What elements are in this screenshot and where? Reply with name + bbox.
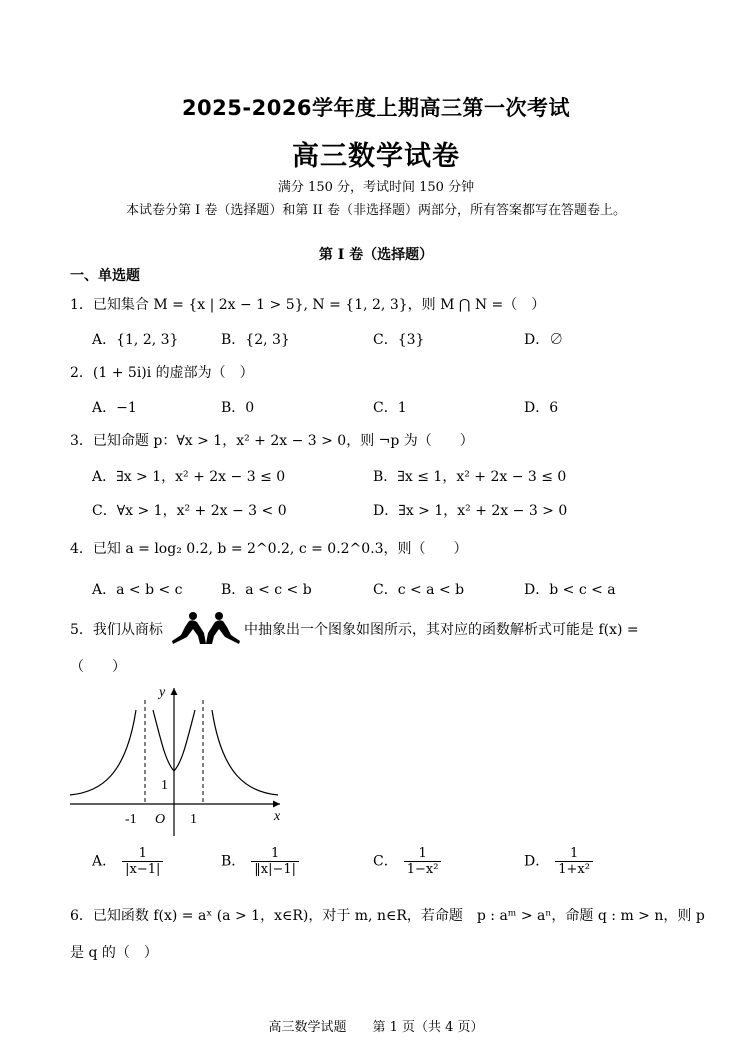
q5-option-d-numerator: 1 — [569, 846, 579, 861]
q1-option-a: A．{1, 2, 3} — [92, 332, 179, 348]
question-1-stem: 1．已知集合 M = {x | 2x − 1 > 5}, N = {1, 2, 3}，则 M ⋂ N =（ ） — [70, 297, 546, 313]
q5-option-c-numerator: 1 — [418, 846, 427, 861]
section-title: 一、单选题 — [70, 268, 140, 284]
q5-option-d — [524, 846, 593, 877]
curve-left-outer — [70, 710, 136, 795]
q3-option-c: C．∀x > 1，x² + 2x − 3 < 0 — [92, 503, 287, 519]
q3-option-a: A．∃x > 1，x² + 2x − 3 ≤ 0 — [92, 469, 286, 485]
question-6-stem: 6．已知函数 f(x) = aˣ (a > 1，x∈R)，对于 m, n∈R，若命题 p : aᵐ > aⁿ，命题 q : m > n，则 p — [70, 908, 705, 924]
q5-option-b-denominator: ‖x|−1| — [251, 861, 299, 877]
score-time: 满分 150 分，考试时间 150 分钟 — [277, 180, 475, 195]
q5-option-a-numerator: 1 — [138, 846, 147, 861]
q5-option-a-letter: A． — [92, 853, 117, 870]
q5-option-a-denominator: |x−1| — [122, 861, 163, 877]
q5-option-b-numerator: 1 — [271, 846, 280, 861]
q5-option-a-fraction — [122, 846, 163, 877]
q2-option-c: C．1 — [373, 400, 407, 416]
part-title: 第 I 卷（选择题） — [318, 247, 434, 263]
function-graph — [66, 680, 290, 840]
q5-option-c — [373, 846, 441, 877]
question-2-stem: 2．(1 + 5i)i 的虚部为（ ） — [70, 365, 254, 381]
exam-title: 2025-2026学年度上期高三第一次考试 — [181, 96, 571, 120]
q5-option-c-fraction — [404, 846, 442, 877]
exam-subtitle: 高三数学试卷 — [292, 141, 460, 172]
q1-option-c: C．{3} — [373, 332, 425, 348]
q5-option-c-letter: C． — [373, 853, 398, 870]
y-axis-label: y — [159, 685, 166, 700]
q5-option-d-fraction — [555, 846, 593, 877]
q2-option-b: B．0 — [221, 400, 255, 416]
question-5-stem-end: 中抽象出一个图象如图所示，其对应的函数解析式可能是 f(x) = — [244, 622, 639, 638]
q4-option-a: A．a < b < c — [92, 582, 183, 598]
curve-right-outer — [212, 710, 278, 795]
kappa-logo-image — [171, 611, 241, 645]
q5-option-d-denominator: 1+x² — [555, 861, 593, 877]
q5-option-a — [92, 846, 163, 877]
x-tick-one: 1 — [190, 812, 197, 827]
origin-label: O — [155, 812, 166, 827]
q2-option-d: D．6 — [524, 400, 559, 416]
y-tick-one: 1 — [161, 778, 168, 793]
q4-option-b: B．a < c < b — [221, 582, 312, 598]
question-5-stem-start: 5．我们从商标 — [70, 622, 163, 638]
q4-option-d: D．b < c < a — [524, 582, 616, 598]
q4-option-c: C．c < a < b — [373, 582, 465, 598]
x-axis-label: x — [274, 809, 281, 824]
q2-option-a: A．−1 — [92, 400, 137, 416]
instructions: 本试卷分第 I 卷（选择题）和第 II 卷（非选择题）两部分，所有答案都写在答题卷上。 — [126, 203, 626, 218]
question-6-stem-line2: 是 q 的（ ） — [70, 945, 158, 961]
q5-option-b-fraction — [251, 846, 299, 877]
curve-center-right — [174, 710, 195, 771]
q5-option-b-letter: B． — [221, 853, 246, 870]
page-footer: 高三数学试题 第 1 页（共 4 页） — [268, 1020, 484, 1035]
x-tick-neg-one: -1 — [125, 812, 137, 827]
q5-option-b — [221, 846, 299, 877]
question-4-stem: 4．已知 a = log₂ 0.2, b = 2^0.2, c = 0.2^0.3，则（ ） — [70, 541, 468, 557]
q5-option-c-denominator: 1−x² — [404, 861, 442, 877]
question-5-stem-line2: （ ） — [70, 659, 126, 675]
curve-center-left — [153, 710, 174, 771]
q1-option-b: B．{2, 3} — [221, 332, 290, 348]
q3-option-b: B．∃x ≤ 1，x² + 2x − 3 ≤ 0 — [373, 469, 567, 485]
q3-option-d: D．∃x > 1，x² + 2x − 3 > 0 — [373, 503, 568, 519]
q5-option-d-letter: D． — [524, 853, 550, 870]
question-3-stem: 3．已知命题 p：∀x > 1，x² + 2x − 3 > 0，则 ¬p 为（ ） — [70, 433, 474, 449]
q1-option-d: D．∅ — [524, 332, 564, 348]
